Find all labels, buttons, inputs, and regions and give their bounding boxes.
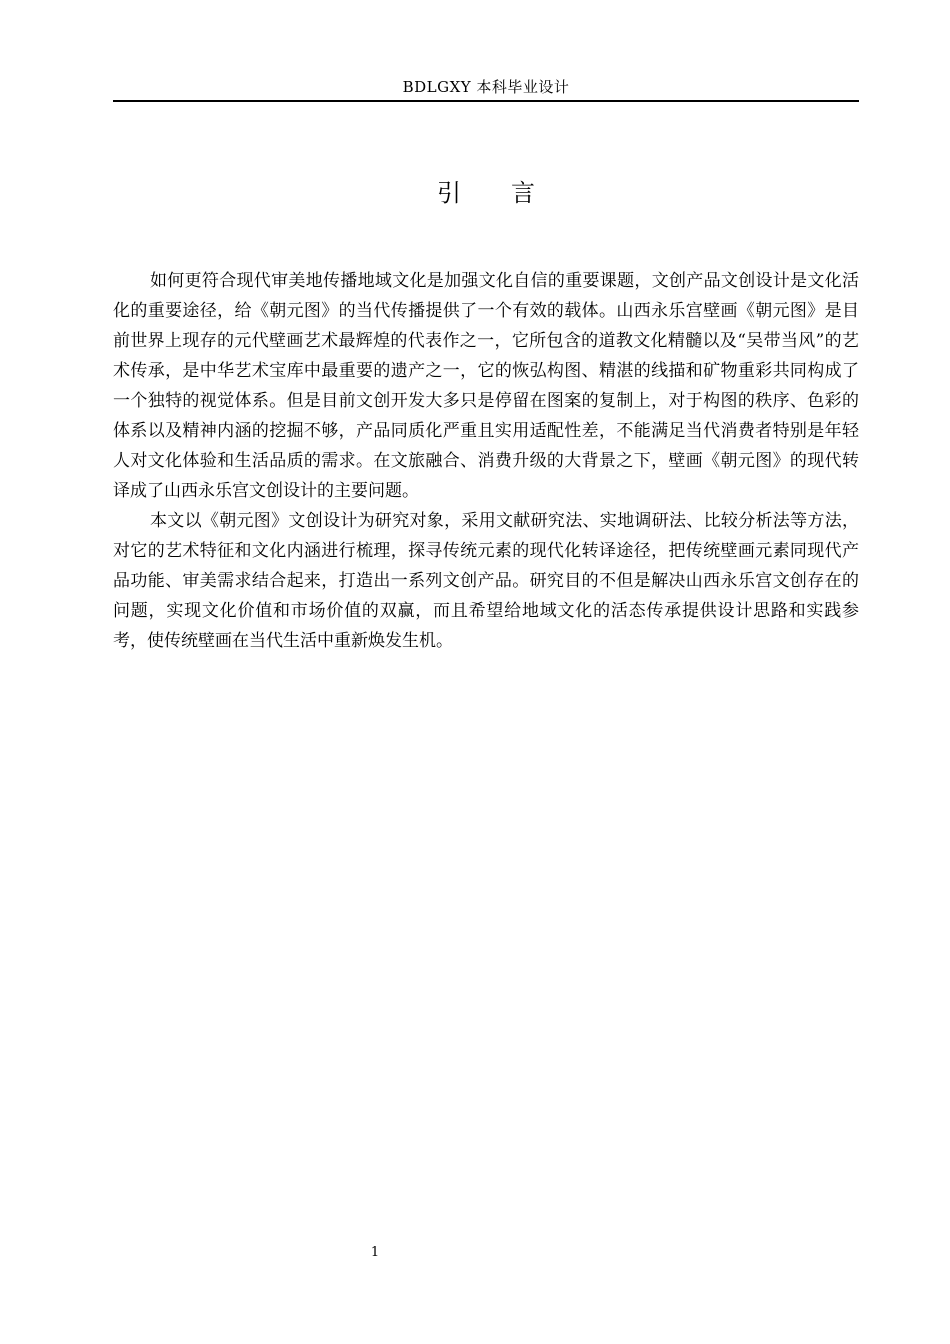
page-number: 1 bbox=[370, 1245, 380, 1260]
body-text bbox=[113, 266, 859, 656]
header-divider bbox=[113, 100, 859, 102]
paragraph-2: 本文以《朝元图》文创设计为研究对象，采用文献研究法、实地调研法、比较分析法等方法，对它的艺术特征和文化内涵进行梳理，探寻传统元素的现代化转译途径，把传统壁画元素同现代产品功能、审美需求结合起来，打造出一系列文创产品。研究目的不但是解决山西永乐宫文创存在的问题，实现文化价值和市场价值的双赢，而且希望给地域文化的活态传承提供设计思路和实践参考，使传统壁画在当代生活中重新焕发生机。 bbox=[113, 511, 859, 651]
running-header: BDLGXY 本科毕业设计 bbox=[402, 78, 570, 96]
section-title: 引言 bbox=[437, 179, 585, 207]
paragraph-1: 如何更符合现代审美地传播地域文化是加强文化自信的重要课题，文创产品文创设计是文化活化的重要途径，给《朝元图》的当代传播提供了一个有效的载体。山西永乐宫壁画《朝元图》是目前世界上现存的元代壁画艺术最辉煌的代表作之一，它所包含的道教文化精髓以及“吴带当风”的艺术传承，是中华艺术宝库中最重要的遗产之一，它的恢弘构图、精湛的线描和矿物重彩共同构成了一个独特的视觉体系。但是目前文创开发大多只是停留在图案的复制上，对于构图的秩序、色彩的体系以及精神内涵的挖掘不够，产品同质化严重且实用适配性差，不能满足当代消费者特别是年轻人对文化体验和生活品质的需求。在文旅融合、消费升级的大背景之下，壁画《朝元图》的现代转译成了山西永乐宫文创设计的主要问题。 bbox=[113, 271, 859, 501]
